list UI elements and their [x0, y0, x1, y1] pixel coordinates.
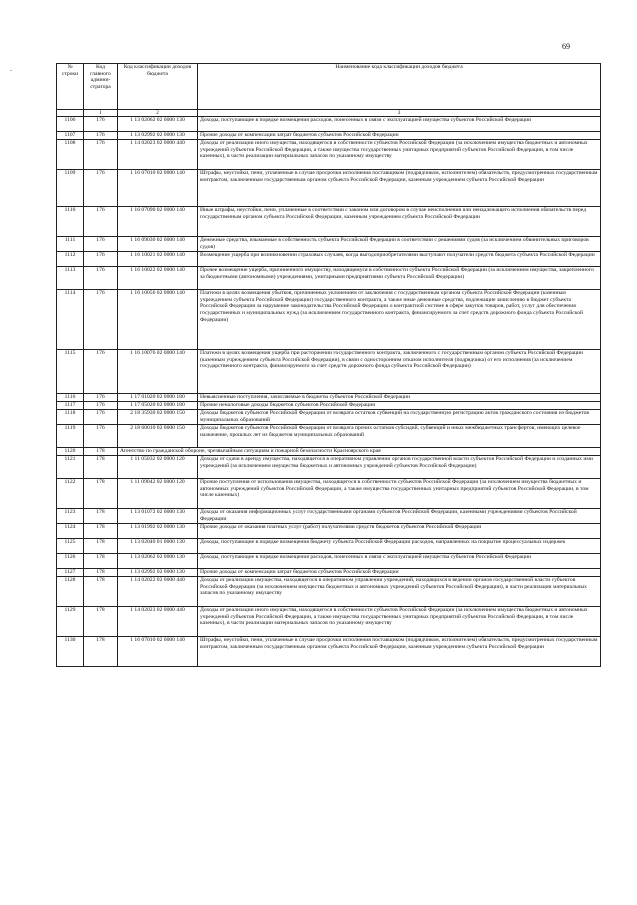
row-number-cell: 1129: [57, 607, 84, 637]
col-number-1: 1: [84, 110, 118, 117]
classification-code-cell: 1 13 02992 02 0000 130: [118, 132, 198, 140]
row-number-cell: 1130: [57, 637, 84, 667]
admin-code-cell: 178: [84, 569, 118, 577]
table-body: [57, 117, 601, 667]
admin-code-cell: 176: [84, 252, 118, 267]
row-number-cell: 1106: [57, 117, 84, 132]
row-number-cell: 1114: [57, 290, 84, 350]
table-row: [57, 394, 601, 402]
table-row: [57, 577, 601, 607]
classification-code-cell: 2 18 35930 02 0000 150: [118, 410, 198, 425]
row-number-cell: 1109: [57, 170, 84, 207]
admin-code-cell: 176: [84, 117, 118, 132]
code-name-cell: Прочее возмещение ущерба, причиненного имуществу, находящемуся в собственности субъекта Российской Федерации (за исключением имущества, закрепленного за бюджетными (автономными) учреждениями, унитарными предприятиями субъекта Российской Федерации): [198, 267, 601, 290]
row-number-cell: 1122: [57, 479, 84, 509]
code-name-cell: Штрафы, неустойки, пени, уплаченные в случае просрочки исполнения поставщиком (подрядчиком, исполнителем) обязательств, предусмотренных государственным контрактом, заключенным государственным органом субъекта Российской Федерации, казенным учреждением субъекта Российской Федерации: [198, 637, 601, 667]
table-row: [57, 539, 601, 554]
admin-code-cell: 178: [84, 554, 118, 569]
table-row: [57, 402, 601, 410]
admin-code-cell: 176: [84, 267, 118, 290]
code-name-cell: Платежи в целях возмещения ущерба при расторжении государственного контракта, заключенного с государственным органом субъекта Российской Федерации (казенным учреждением субъекта Российской Федерации), в связи с односторонним отказом исполнителя (подрядчика) от его исполнения (за исключением государственного контракта, финансируемого за счет средств дорожного фонда субъекта Российской Федерации): [198, 350, 601, 394]
code-name-cell: Прочие поступления от использования имущества, находящегося в собственности субъектов Российской Федерации (за исключением имущества бюджетных и автономных учреждений субъектов Российской Федерации, а также имущества государственных унитарных предприятий субъектов Российской Федерации, в том числе казенных): [198, 479, 601, 509]
table-row: [57, 207, 601, 237]
classification-code-cell: 2 18 60010 02 0000 150: [118, 425, 198, 448]
classification-code-cell: 1 14 02023 02 0000 440: [118, 140, 198, 170]
classification-code-cell: 1 13 02992 02 0000 130: [118, 569, 198, 577]
admin-code-cell: 176: [84, 410, 118, 425]
code-name-cell: Доходы, поступающие в порядке возмещения расходов, понесенных в связи с эксплуатацией имущества субъектов Российской Федерации: [198, 117, 601, 132]
classification-code-cell: 1 16 07010 02 0000 140: [118, 170, 198, 207]
classification-code-cell: 1 13 01072 02 0000 130: [118, 509, 198, 524]
code-name-cell: Штрафы, неустойки, пени, уплаченные в случае просрочки исполнения поставщиком (подрядчиком, исполнителем) обязательств, предусмотренных государственным контрактом, заключенным государственным органом субъекта Российской Федерации, казенным учреждением субъекта Российской Федерации: [198, 170, 601, 207]
table-row: [57, 569, 601, 577]
code-name-cell: Прочие доходы от оказания платных услуг (работ) получателями средств бюджетов субъектов Российской Федерации: [198, 524, 601, 539]
header-code-name: Наименование кода классификации доходов бюджета: [198, 64, 601, 110]
code-name-cell: Иные штрафы, неустойки, пени, уплаченные в соответствии с законом или договором в случае неисполнения или ненадлежащего исполнения обязательств перед государственным органом субъекта Российской Федерации, казенным учреждением субъекта Российской Федерации: [198, 207, 601, 237]
header-classification-code: Код классификации доходов бюджета: [118, 64, 198, 110]
agency-name-cell: Агентство по гражданской обороне, чрезвычайным ситуациям и пожарной безопасности Красноярского края: [118, 448, 601, 456]
row-number-cell: 1124: [57, 524, 84, 539]
header-admin-code: Код главного админи-стратора: [84, 64, 118, 110]
code-name-cell: Доходы от реализации иного имущества, находящегося в собственности субъектов Российской Федерации (за исключением имущества бюджетных и автономных учреждений субъектов Российской Федерации, а также имущества государственных унитарных предприятий субъектов Российской Федерации, в том числе казенных), в части реализации материальных запасов по указанному имуществу: [198, 140, 601, 170]
admin-code-cell: 178: [84, 539, 118, 554]
table-row: [57, 479, 601, 509]
classification-code-cell: 1 13 02062 02 0000 130: [118, 117, 198, 132]
code-name-cell: Доходы от реализации иного имущества, находящегося в собственности субъектов Российской Федерации (за исключением имущества бюджетных и автономных учреждений субъектов Российской Федерации, а также имущества государственных унитарных предприятий субъектов Российской Федерации, в том числе казенных), в части реализации материальных запасов по указанному имуществу: [198, 607, 601, 637]
code-name-cell: Возмещение ущерба при возникновении страховых случаев, когда выгодоприобретателями выступают получатели средств бюджета субъекта Российской Федерации: [198, 252, 601, 267]
row-number-cell: 1120: [57, 448, 84, 456]
table-row: [57, 607, 601, 637]
classification-code-cell: 1 16 07090 02 0000 140: [118, 207, 198, 237]
code-name-cell: Доходы от сдачи в аренду имущества, находящегося в оперативном управлении органов государственной власти субъектов Российской Федерации и созданных ими учреждений (за исключением имущества бюджетных и автономных учреждений субъектов Российской Федерации): [198, 456, 601, 479]
column-numbers-row: [57, 110, 601, 117]
row-number-cell: 1110: [57, 207, 84, 237]
admin-code-cell: 178: [84, 524, 118, 539]
table-header: [57, 64, 601, 117]
table-row: [57, 509, 601, 524]
table-row: [57, 170, 601, 207]
classification-code-cell: 1 11 09042 02 0000 120: [118, 479, 198, 509]
table-row: [57, 410, 601, 425]
row-number-cell: 1113: [57, 267, 84, 290]
admin-code-cell: 176: [84, 140, 118, 170]
row-number-cell: 1118: [57, 410, 84, 425]
classification-code-cell: 1 16 10022 02 0000 140: [118, 267, 198, 290]
code-name-cell: Доходы, поступающие в порядке возмещения расходов, понесенных в связи с эксплуатацией имущества субъектов Российской Федерации: [198, 554, 601, 569]
classification-code-cell: 1 13 02040 01 0000 130: [118, 539, 198, 554]
classification-code-cell: 1 14 02023 02 0000 440: [118, 607, 198, 637]
table-row: [57, 140, 601, 170]
admin-code-cell: 178: [84, 577, 118, 607]
row-number-cell: 1125: [57, 539, 84, 554]
admin-code-cell: 176: [84, 170, 118, 207]
admin-code-cell: 176: [84, 132, 118, 140]
admin-code-cell: 178: [84, 637, 118, 667]
table-row: [57, 425, 601, 448]
admin-code-cell: 178: [84, 479, 118, 509]
row-number-cell: 1116: [57, 394, 84, 402]
row-number-cell: 1115: [57, 350, 84, 394]
table-row: [57, 350, 601, 394]
classification-code-cell: 1 17 05020 02 0000 180: [118, 402, 198, 410]
row-number-cell: 1123: [57, 509, 84, 524]
table-row: [57, 456, 601, 479]
code-name-cell: Денежные средства, изымаемые в собственность субъекта Российской Федерации в соответствии с решениями судов (за исключением обвинительных приговоров судов): [198, 237, 601, 252]
code-name-cell: Доходы от оказания информационных услуг государственными органами субъектов Российской Федерации, казенными учреждениями субъектов Российской Федерации: [198, 509, 601, 524]
row-number-cell: 1126: [57, 554, 84, 569]
code-name-cell: Платежи в целях возмещения убытков, причиненных уклонением от заключения с государственным органом субъекта Российской Федерации (казенным учреждением субъекта Российской Федерации) государственного контракта, а также иные денежные средства, подлежащие зачислению в бюджет субъекта Российской Федерации за нарушение законодательства Российской Федерации о контрактной системе в сфере закупок товаров, работ, услуг для обеспечения государственных и муниципальных нужд (за исключением государственного контракта, финансируемого за счет средств дорожного фонда субъекта Российской Федерации): [198, 290, 601, 350]
row-number-cell: 1121: [57, 456, 84, 479]
table-row: [57, 448, 601, 456]
admin-code-cell: 176: [84, 425, 118, 448]
col-number-2: 2: [118, 110, 198, 117]
code-name-cell: Прочие доходы от компенсации затрат бюджетов субъектов Российской Федерации: [198, 569, 601, 577]
row-number-cell: 1117: [57, 402, 84, 410]
code-name-cell: Прочие доходы от компенсации затрат бюджетов субъектов Российской Федерации: [198, 132, 601, 140]
table-row: [57, 237, 601, 252]
table-row: [57, 290, 601, 350]
code-name-cell: Доходы бюджетов субъектов Российской Федерации от возврата остатков субвенций на государственную регистрацию актов гражданского состояния из бюджетов муниципальных образований: [198, 410, 601, 425]
table-row: [57, 554, 601, 569]
classification-code-cell: 1 16 10076 02 0000 140: [118, 350, 198, 394]
row-number-cell: 1108: [57, 140, 84, 170]
admin-code-cell: 176: [84, 402, 118, 410]
row-number-cell: 1111: [57, 237, 84, 252]
margin-mark: -: [10, 66, 13, 74]
code-name-cell: Доходы, поступающие в порядке возмещения бюджету субъекта Российской Федерации расходов, направленных на покрытие процессуальных издержек: [198, 539, 601, 554]
row-number-cell: 1119: [57, 425, 84, 448]
admin-code-cell: 176: [84, 207, 118, 237]
admin-code-cell: 176: [84, 350, 118, 394]
table-row: [57, 267, 601, 290]
revenue-classification-table: [56, 63, 601, 667]
classification-code-cell: 1 13 02062 02 0000 130: [118, 554, 198, 569]
classification-code-cell: 1 14 02022 02 0000 440: [118, 577, 198, 607]
code-name-cell: Доходы от реализации имущества, находящегося в оперативном управлении учреждений, находящихся в ведении органов государственной власти субъектов Российской Федерации (за исключением имущества бюджетных и автономных учреждений субъектов Российской Федерации), в части реализации материальных запасов по указанному имуществу: [198, 577, 601, 607]
classification-code-cell: 1 11 05032 02 0000 120: [118, 456, 198, 479]
admin-code-cell: 176: [84, 290, 118, 350]
code-name-cell: Невыясненные поступления, зачисляемые в бюджеты субъектов Российской Федерации: [198, 394, 601, 402]
table-row: [57, 637, 601, 667]
col-number-0: [57, 110, 84, 117]
admin-code-cell: 176: [84, 237, 118, 252]
header-row-number: № строки: [57, 64, 84, 110]
row-number-cell: 1127: [57, 569, 84, 577]
row-number-cell: 1112: [57, 252, 84, 267]
table-row: [57, 252, 601, 267]
classification-code-cell: 1 16 07010 02 0000 140: [118, 637, 198, 667]
table-row: [57, 132, 601, 140]
classification-code-cell: 1 16 10021 02 0000 140: [118, 252, 198, 267]
table-row: [57, 117, 601, 132]
page-number: 69: [562, 42, 570, 51]
admin-code-cell: 178: [84, 456, 118, 479]
row-number-cell: 1128: [57, 577, 84, 607]
code-name-cell: Прочие неналоговые доходы бюджетов субъектов Российской Федерации: [198, 402, 601, 410]
classification-code-cell: 1 13 01992 02 0000 130: [118, 524, 198, 539]
col-number-3: 3: [198, 110, 601, 117]
admin-code-cell: 178: [84, 509, 118, 524]
admin-code-cell: 178: [84, 607, 118, 637]
admin-code-cell: 176: [84, 394, 118, 402]
classification-code-cell: 1 16 10056 02 0000 140: [118, 290, 198, 350]
classification-code-cell: 1 16 09030 02 0000 140: [118, 237, 198, 252]
admin-code-cell: 178: [84, 448, 118, 456]
code-name-cell: Доходы бюджетов субъектов Российской Федерации от возврата прочих остатков субсидий, субвенций и иных межбюджетных трансфертов, имеющих целевое назначение, прошлых лет из бюджетов муниципальных образований: [198, 425, 601, 448]
row-number-cell: 1107: [57, 132, 84, 140]
table-row: [57, 524, 601, 539]
classification-code-cell: 1 17 01020 02 0000 180: [118, 394, 198, 402]
